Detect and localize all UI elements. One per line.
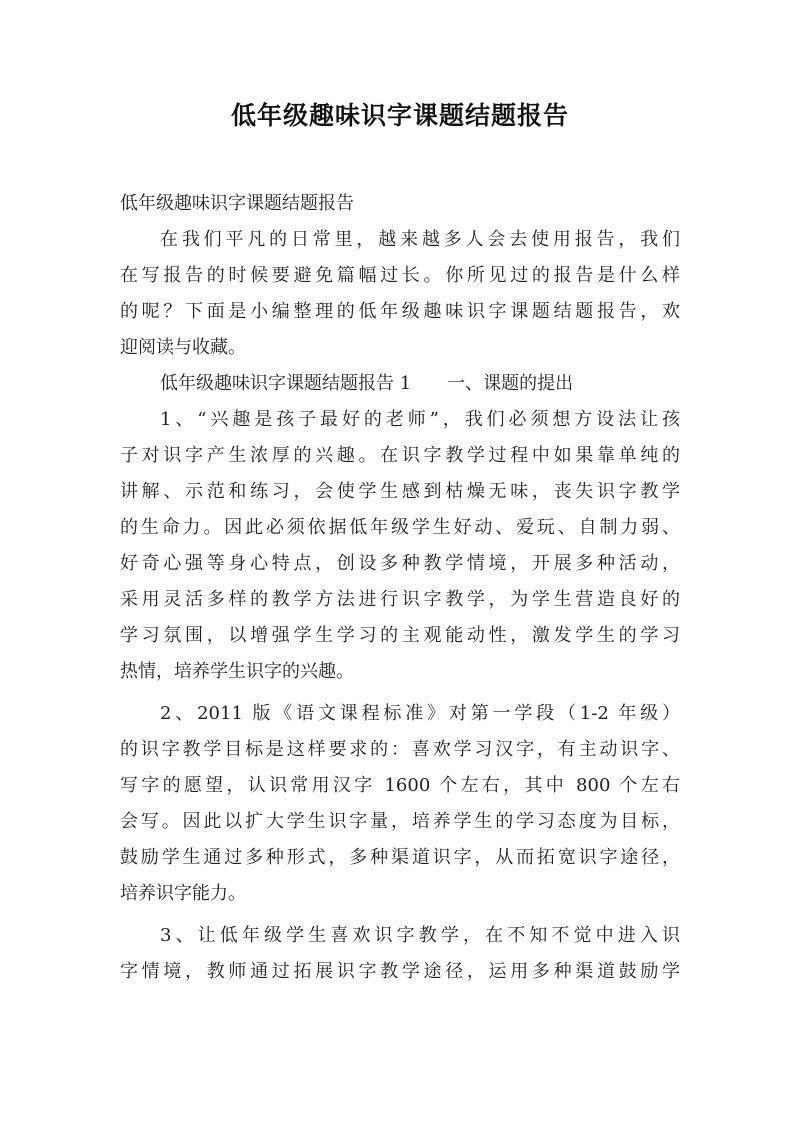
body-line-21: 3、让低年级学生喜欢识字教学，在不知不觉中进入识 bbox=[160, 925, 680, 946]
body-line-20: 培养识字能力。 bbox=[120, 883, 246, 904]
body-line-22: 字情境，教师通过拓展识字教学途径，运用多种渠道鼓励学 bbox=[120, 961, 680, 982]
body-line-13: 学习氛围，以增强学生学习的主观能动性，激发学生的学习 bbox=[120, 625, 680, 646]
body-line-3: 在写报告的时候要避免篇幅过长。你所见过的报告是什么样 bbox=[120, 265, 680, 286]
body-line-6: 低年级趣味识字课题结题报告 1 一、课题的提出 bbox=[160, 373, 574, 394]
body-line-10: 的生命力。因此必须依据低年级学生好动、爱玩、自制力弱、 bbox=[120, 517, 680, 538]
body-line-15: 2、2011 版《语文课程标准》对第一学段（1-2 年级） bbox=[160, 703, 680, 724]
body-line-11: 好奇心强等身心特点，创设多种教学情境，开展多种活动， bbox=[120, 553, 680, 574]
body-line-1: 低年级趣味识字课题结题报告 bbox=[120, 193, 354, 214]
body-line-18: 会写。因此以扩大学生识字量，培养学生的学习态度为目标， bbox=[120, 811, 680, 832]
body-line-17: 写字的愿望，认识常用汉字 1600 个左右，其中 800 个左右 bbox=[120, 775, 680, 796]
body-line-14: 热情，培养学生识字的兴趣。 bbox=[120, 661, 354, 682]
body-line-12: 采用灵活多样的教学方法进行识字教学，为学生营造良好的 bbox=[120, 589, 680, 610]
body-line-7: 1、“兴趣是孩子最好的老师”，我们必须想方设法让孩 bbox=[160, 409, 680, 430]
body-line-9: 讲解、示范和练习，会使学生感到枯燥无味，丧失识字教学 bbox=[120, 481, 680, 502]
body-line-5: 迎阅读与收藏。 bbox=[120, 337, 246, 358]
document-title: 低年级趣味识字课题结题报告 bbox=[230, 101, 569, 130]
body-line-2: 在我们平凡的日常里，越来越多人会去使用报告，我们 bbox=[160, 229, 680, 250]
body-line-4: 的呢？下面是小编整理的低年级趣味识字课题结题报告，欢 bbox=[120, 301, 680, 322]
body-line-8: 子对识字产生浓厚的兴趣。在识字教学过程中如果靠单纯的 bbox=[120, 445, 680, 466]
body-line-19: 鼓励学生通过多种形式，多种渠道识字，从而拓宽识字途径， bbox=[120, 847, 680, 868]
body-line-16: 的识字教学目标是这样要求的：喜欢学习汉字，有主动识字、 bbox=[120, 739, 680, 760]
document-body bbox=[120, 186, 680, 990]
